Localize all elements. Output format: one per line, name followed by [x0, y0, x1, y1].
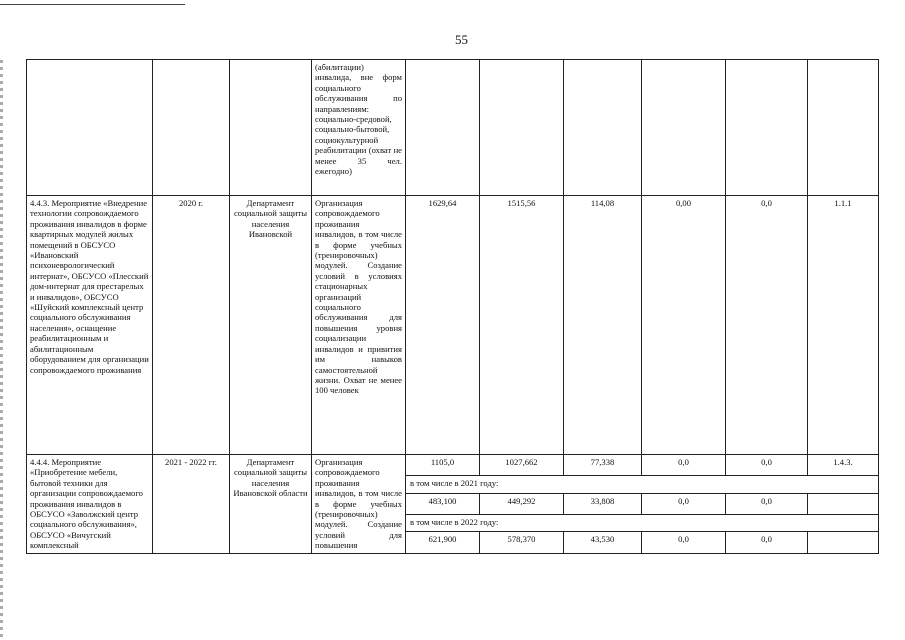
cell-v2 [480, 60, 564, 196]
cell-v2: 1027,662 [480, 455, 564, 476]
cell-result: Организация сопровождаемого проживания инвалидов, в том числе в форме учебных (тренировочных) модулей. Создание условий в условиях стационарных организаций социального обслуживания для повышения уровня социализации инвалидов и привития им навыков самостоятельной жизни. Охват не менее 100 человек [312, 196, 406, 455]
cell-executor [230, 60, 312, 196]
cell-name: 4.4.3. Мероприятие «Внедрение технологии сопровождаемого проживания инвалидов в форме квартирных модулей жилых помещений в ОБСУСО «Ивановский психоневрологический интернат», ОБСУСО «Плесский дом-интернат для престарелых и инвалидов», ОБСУСО «Шуйский комплексный центр социального обслуживания населения», оснащение реабилитационным и абилитационным оборудованием для организации сопровождаемого проживания [27, 196, 153, 455]
cell-v4: 0,0 [642, 455, 726, 476]
cell-v4 [642, 60, 726, 196]
cell-result: Организация сопровождаемого проживания инвалидов, в том числе в форме учебных (тренировочных) модулей. Создание условий для повышения [312, 455, 406, 554]
cell-v4: 0,0 [642, 532, 726, 553]
cell-v3 [564, 60, 642, 196]
cell-v2: 578,370 [480, 532, 564, 553]
cell-v1: 1629,64 [406, 196, 480, 455]
year-2021-label: в том числе в 2021 году: [406, 476, 879, 493]
cell-name [27, 60, 153, 196]
cell-v4: 0,0 [642, 493, 726, 514]
cell-executor: Департамент социальной защиты населения Ивановской области [230, 455, 312, 554]
cell-v5: 0,0 [726, 493, 808, 514]
cell-v1: 621,900 [406, 532, 480, 553]
cell-v3: 77,338 [564, 455, 642, 476]
cell-v5: 0,0 [726, 455, 808, 476]
cell-executor: Департамент социальной защиты населения Ивановской [230, 196, 312, 455]
cell-v5: 0,0 [726, 532, 808, 553]
table-row [27, 196, 879, 455]
page-number: 55 [455, 32, 468, 47]
cell-name: 4.4.4. Мероприятие «Приобретение мебели, бытовой техники для организации сопровождаемого проживания инвалидов в ОБСУСО «Заволжский центр социального обслуживания», ОБСУСО «Вичугский комплексный [27, 455, 153, 554]
cell-v6: 1.4.3. [808, 455, 879, 476]
cell-v2: 1515,56 [480, 196, 564, 455]
year-2022-label: в том числе в 2022 году: [406, 514, 879, 531]
table-row [27, 455, 879, 476]
cell-v1 [406, 60, 480, 196]
cell-v1: 483,100 [406, 493, 480, 514]
cell-v3: 43,530 [564, 532, 642, 553]
cell-v5 [726, 60, 808, 196]
cell-v6 [808, 60, 879, 196]
cell-v6: 1.1.1 [808, 196, 879, 455]
cell-v2: 449,292 [480, 493, 564, 514]
cell-v5: 0,0 [726, 196, 808, 455]
scan-edge [0, 60, 3, 640]
program-table [26, 59, 879, 554]
cell-v3: 33,808 [564, 493, 642, 514]
top-rule [0, 4, 185, 5]
cell-period: 2020 г. [153, 196, 230, 455]
cell-period: 2021 - 2022 гг. [153, 455, 230, 554]
cell-v3: 114,08 [564, 196, 642, 455]
table-row [27, 60, 879, 196]
cell-result: (абилитации) инвалида, вне форм социального обслуживания по направлениям: социально-средовой, социально-бытовой, социокультурной реабилитации (охват не менее 35 чел. ежегодно) [312, 60, 406, 196]
cell-v1: 1105,0 [406, 455, 480, 476]
cell-v6 [808, 532, 879, 553]
cell-period [153, 60, 230, 196]
cell-v6 [808, 493, 879, 514]
cell-v4: 0,00 [642, 196, 726, 455]
